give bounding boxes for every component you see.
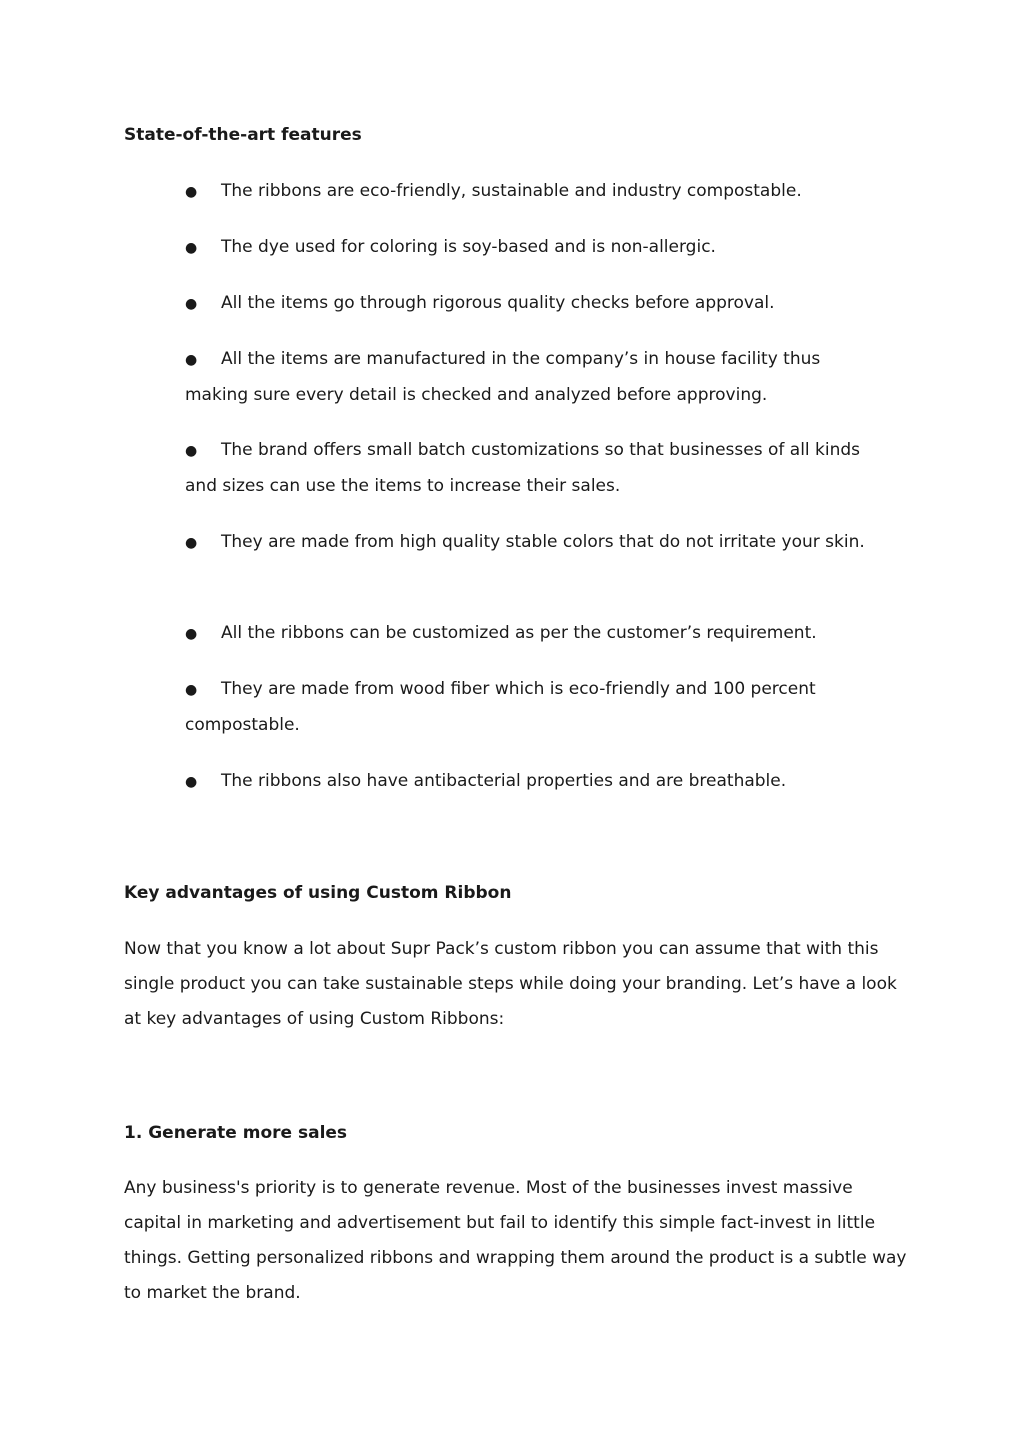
list-item-text: The ribbons are eco-friendly, sustainable and industry compostable. xyxy=(221,181,802,201)
list-item xyxy=(185,174,885,210)
list-item-text: All the items go through rigorous quality checks before approval. xyxy=(221,293,775,313)
bullet-icon: ● xyxy=(185,443,198,459)
bullet-icon: ● xyxy=(185,184,198,200)
list-item-text: The dye used for coloring is soy-based and is non-allergic. xyxy=(221,237,716,257)
list-item-text: The ribbons also have antibacterial properties and are breathable. xyxy=(221,771,787,791)
bullet-icon: ● xyxy=(185,535,198,551)
list-item xyxy=(185,525,885,561)
body-paragraph: Now that you know a lot about Supr Pack’s custom ribbon you can assume that with this single product you can take sustainable steps while doing your branding. Let’s have a look at key advantages of using Custom Ribbons: xyxy=(124,939,897,1029)
section-heading-advantages: Key advantages of using Custom Ribbon xyxy=(124,883,512,903)
list-item xyxy=(185,672,885,743)
bullet-icon: ● xyxy=(185,682,198,698)
list-item-text: They are made from wood fiber which is eco-friendly and 100 percent compostable. xyxy=(185,679,816,735)
list-item-text: The brand offers small batch customizations so that businesses of all kinds and sizes can use the items to increase their sales. xyxy=(185,440,861,496)
list-item xyxy=(185,342,885,413)
list-item xyxy=(185,764,885,800)
list-item-text: They are made from high quality stable colors that do not irritate your skin. xyxy=(221,532,865,552)
list-item xyxy=(185,616,885,652)
body-paragraph: Any business's priority is to generate revenue. Most of the businesses invest massive capital in marketing and advertisement but fail to identify this simple fact-invest in little things. Getting personalized ribbons and wrapping them around the product is a subtle way to market the brand. xyxy=(124,1178,907,1303)
section-heading-features: State-of-the-art features xyxy=(124,125,362,145)
bullet-icon: ● xyxy=(185,296,198,312)
list-item xyxy=(185,286,885,322)
list-item-text: All the items are manufactured in the company’s in house facility thus making sure every detail is checked and analyzed before approving. xyxy=(185,349,821,405)
list-item xyxy=(185,230,885,266)
section-heading-sales: 1. Generate more sales xyxy=(124,1123,348,1143)
list-item-text: All the ribbons can be customized as per the customer’s requirement. xyxy=(221,623,817,643)
list-item xyxy=(185,433,885,504)
bullet-icon: ● xyxy=(185,774,198,790)
bullet-icon: ● xyxy=(185,626,198,642)
bullet-icon: ● xyxy=(185,240,198,256)
bullet-icon: ● xyxy=(185,352,198,368)
